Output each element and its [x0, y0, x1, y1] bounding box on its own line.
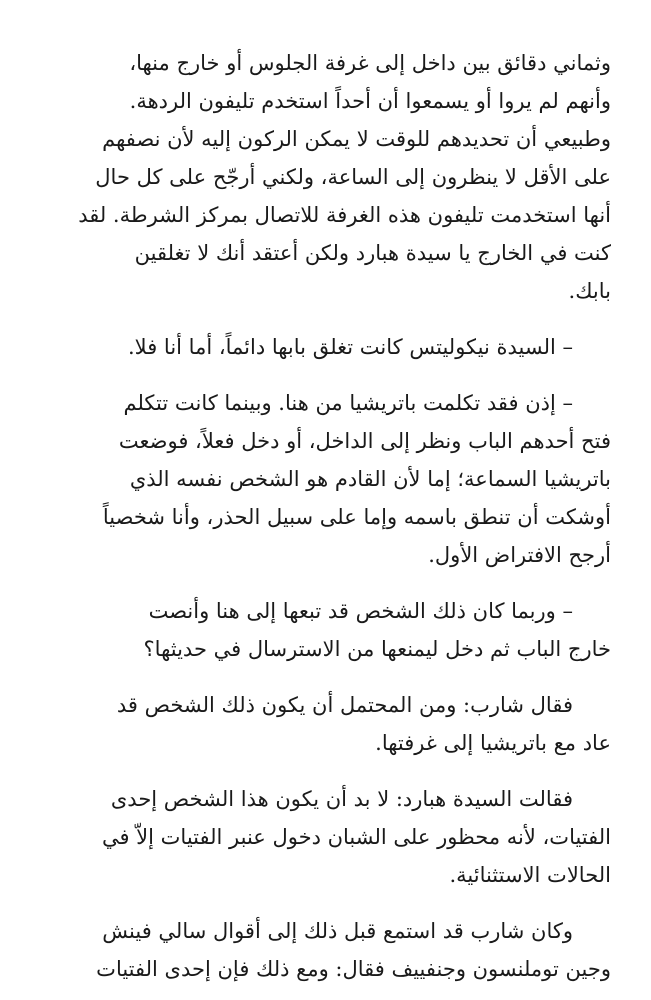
text-line: عاد مع باتريشيا إلى غرفتها.	[375, 731, 611, 755]
text-line: فقالت السيدة هبارد: لا بد أن يكون هذا الشخص إحدى	[110, 787, 573, 811]
text-line: وثماني دقائق بين داخل إلى غرفة الجلوس أو خارج منها،	[129, 51, 611, 75]
paragraph-1	[74, 44, 611, 310]
text-line: خارج الباب ثم دخل ليمنعها من الاسترسال في حديثها؟	[143, 637, 611, 661]
text-line: وكان شارب قد استمع قبل ذلك إلى أقوال سالي فينش	[102, 919, 573, 943]
text-line: باتريشيا السماعة؛ إما لأن القادم هو الشخص نفسه الذي	[129, 467, 611, 491]
paragraph-4	[74, 592, 611, 668]
text-line: الفتيات، لأنه محظور على الشبان دخول عنبر الفتيات إلاّ في	[101, 825, 611, 849]
text-line: وأنهم لم يروا أو يسمعوا أن أحداً استخدم تليفون الردهة.	[129, 89, 611, 113]
text-line: وجين توملنسون وجنفييف فقال: ومع ذلك فإن إحدى الفتيات	[96, 957, 611, 981]
text-line: على الأقل لا ينظرون إلى الساعة، ولكني أرجّح على كل حال	[95, 165, 611, 189]
text-line: – السيدة نيكوليتس كانت تغلق بابها دائماً، أما أنا فلا.	[128, 335, 573, 359]
paragraph-5	[74, 686, 611, 762]
text-line: فتح أحدهم الباب ونظر إلى الداخل، أو دخل فعلاً، فوضعت	[118, 429, 611, 453]
text-line: – وربما كان ذلك الشخص قد تبعها إلى هنا وأنصت	[148, 599, 573, 623]
text-line: وطبيعي أن تحديدهم للوقت لا يمكن الركون إليه لأن نصفهم	[102, 127, 611, 151]
paragraph-2	[74, 328, 611, 366]
text-line: أرجح الافتراض الأول.	[428, 543, 611, 567]
paragraph-6	[74, 780, 611, 894]
paragraph-3	[74, 384, 611, 574]
text-line: أنها استخدمت تليفون هذه الغرفة للاتصال بمركز الشرطة. لقد	[78, 203, 611, 227]
text-line: أوشكت أن تنطق باسمه وإما على سبيل الحذر، وأنا شخصياً	[102, 505, 611, 529]
text-line: فقال شارب: ومن المحتمل أن يكون ذلك الشخص قد	[116, 693, 573, 717]
paragraph-7	[74, 912, 611, 988]
text-line: الحالات الاستثنائية.	[449, 863, 611, 887]
text-line: – إذن فقد تكلمت باتريشيا من هنا. وبينما كانت تتكلم	[123, 391, 573, 415]
text-line: بابك.	[568, 279, 611, 303]
text-line: كنت في الخارج يا سيدة هبارد ولكن أعتقد أنك لا تغلقين	[134, 241, 611, 265]
